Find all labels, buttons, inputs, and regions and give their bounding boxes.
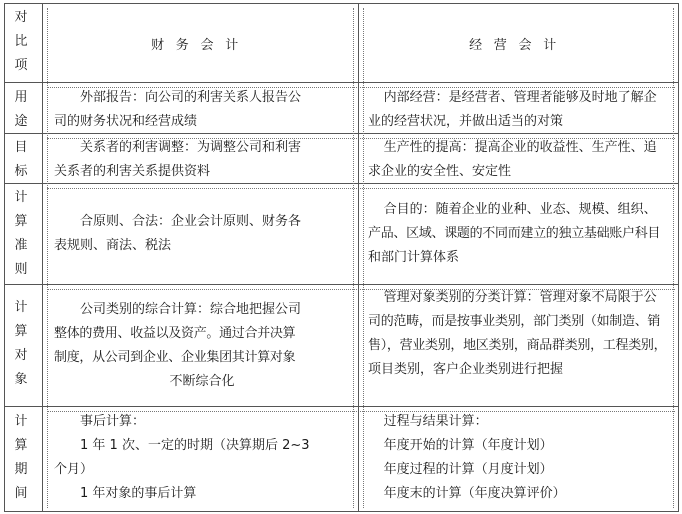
table-border-left: [4, 3, 5, 512]
management-purpose-text: 内部经营：是经营者、管理者能够及时地了解企 业的经营状况，并做出适当的对策: [368, 90, 657, 129]
row-label-purpose: 用途: [14, 90, 28, 129]
column-divider: [42, 3, 43, 512]
management-period-text: 过程与结果计算： 年度开始的计算（年度计划） 年度过程的计算（月度计划） 年度末的计算（年度决算评价）: [383, 414, 566, 501]
row-divider: [4, 406, 679, 407]
row-inner-line: [47, 188, 675, 189]
row-label-objects: 计算对象: [14, 300, 28, 387]
financial-objects-text: 公司类别的综合计算：综合地把握公司 整体的费用、收益以及资产。通过合并决算 制度，从公司到企业、企业集团其计算对象 不断综合化: [54, 302, 302, 389]
table-border-right: [678, 3, 679, 512]
column-inner-line: [353, 8, 354, 508]
financial-standards-text: 合原则、合法：企业会计原则、财务各 表规则、商法、税法: [54, 214, 302, 253]
financial-period-text: 事后计算： 1 年 1 次、一定的时期（决算期后 2~3 个月） 1 年对象的事后计算: [54, 414, 310, 501]
row-divider: [4, 82, 679, 83]
management-standards-text: 合目的：随着企业的业种、业态、规模、组织、 产品、区域、课题的不同而建立的独立基础账户科目 和部门计算体系: [368, 202, 661, 265]
financial-purpose-text: 外部报告：向公司的利害关系人报告公 司的财务状况和经营成绩: [54, 90, 302, 129]
table-border-top: [4, 3, 679, 4]
row-label-goal: 目标: [14, 140, 28, 179]
table-border-bottom: [4, 511, 679, 512]
management-goal-text: 生产性的提高：提高企业的收益性、生产性、追 求企业的安全性、安定性: [368, 140, 657, 179]
column-inner-line: [673, 8, 674, 508]
column-inner-line: [47, 8, 48, 508]
management-objects-text: 管理对象类别的分类计算：管理对象不局限于公 司的范畴，而是按事业类别，部门类别（如制造、销 售），营业类别，地区类别，商品群类别，工程类别， 项目类别，客户企业类别进行把握: [368, 290, 667, 377]
column-divider: [358, 3, 359, 512]
row-label-standards: 计算准则: [14, 190, 28, 277]
row-divider: [4, 284, 679, 285]
row-label-period: 计算期间: [14, 414, 28, 501]
header-category-label: 对比项: [14, 10, 28, 73]
financial-goal-text: 关系者的利害调整：为调整公司和利害 关系者的利害关系提供资料: [54, 140, 302, 179]
header-management-accounting: 经营会计: [469, 38, 568, 53]
column-inner-line: [363, 8, 364, 508]
header-financial-accounting: 财务会计: [151, 38, 250, 53]
